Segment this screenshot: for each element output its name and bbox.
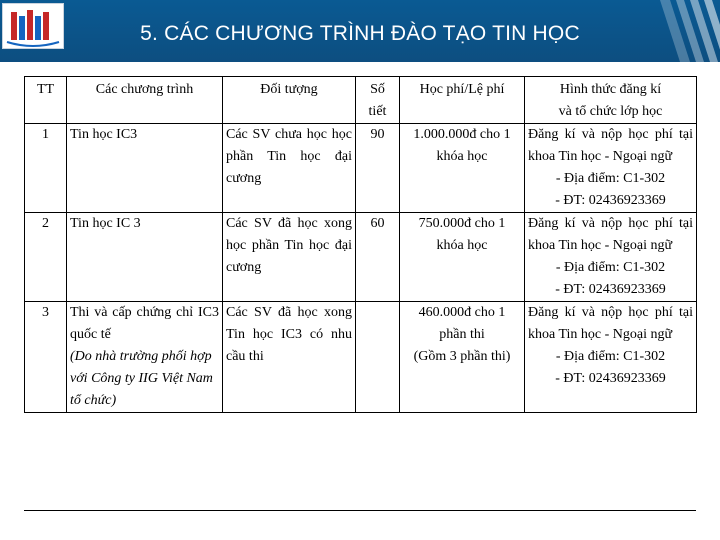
register-location: - Địa điểm: C1-302 bbox=[555, 171, 666, 186]
fee-line1: 1.000.000đ cho 1 bbox=[413, 127, 511, 142]
row-program bbox=[67, 302, 223, 413]
row-tt: 2 bbox=[25, 213, 67, 302]
program-name: Tin học IC 3 bbox=[70, 216, 141, 231]
header-periods bbox=[356, 77, 400, 124]
program-name: Tin học IC3 bbox=[70, 127, 138, 142]
fee-line2: khóa học bbox=[436, 149, 488, 164]
table-header-row bbox=[25, 77, 697, 124]
row-program bbox=[67, 124, 223, 213]
row-periods: 60 bbox=[356, 213, 400, 302]
row-tt: 1 bbox=[25, 124, 67, 213]
row-register bbox=[525, 302, 697, 413]
register-text: Đăng kí và nộp học phí tại khoa Tin học - Ngoại ngữ bbox=[528, 127, 693, 164]
register-text: Đăng kí và nộp học phí tại khoa Tin học - Ngoại ngữ bbox=[528, 305, 693, 342]
header-fee: Học phí/Lệ phí bbox=[400, 77, 525, 124]
footer-divider bbox=[24, 510, 696, 511]
header-register-line1: Hình thức đăng kí bbox=[559, 82, 662, 97]
row-fee bbox=[400, 302, 525, 413]
row-fee bbox=[400, 124, 525, 213]
row-target: Các SV đã học xong học phần Tin học đại cương bbox=[223, 213, 356, 302]
register-location: - Địa điểm: C1-302 bbox=[555, 260, 666, 275]
header-periods-line1: Số bbox=[370, 82, 385, 97]
register-phone: - ĐT: 02436923369 bbox=[555, 282, 666, 297]
page-title: 5. CÁC CHƯƠNG TRÌNH ĐÀO TẠO TIN HỌC bbox=[140, 22, 580, 45]
row-periods: 90 bbox=[356, 124, 400, 213]
register-phone: - ĐT: 02436923369 bbox=[555, 193, 666, 208]
training-programs-table bbox=[24, 76, 697, 413]
register-text: Đăng kí và nộp học phí tại khoa Tin học - Ngoại ngữ bbox=[528, 216, 693, 253]
row-target: Các SV đã học xong Tin học IC3 có nhu cầu thi bbox=[223, 302, 356, 413]
table-row bbox=[25, 213, 697, 302]
header-periods-line2: tiết bbox=[368, 104, 387, 119]
slide-header bbox=[0, 0, 720, 62]
header-tt: TT bbox=[25, 77, 67, 124]
register-location: - Địa điểm: C1-302 bbox=[555, 349, 666, 364]
fee-line1: 460.000đ cho 1 bbox=[418, 305, 506, 320]
row-tt: 3 bbox=[25, 302, 67, 413]
row-register bbox=[525, 213, 697, 302]
program-note: (Do nhà trường phối hợp với Công ty IIG Việt Nam tổ chức) bbox=[70, 349, 213, 408]
table-row bbox=[25, 302, 697, 413]
fee-line3: (Gồm 3 phần thi) bbox=[413, 349, 511, 364]
row-register bbox=[525, 124, 697, 213]
row-fee bbox=[400, 213, 525, 302]
register-phone: - ĐT: 02436923369 bbox=[555, 371, 666, 386]
row-program bbox=[67, 213, 223, 302]
header-target: Đối tượng bbox=[223, 77, 356, 124]
row-periods bbox=[356, 302, 400, 413]
fee-line1: 750.000đ cho 1 bbox=[418, 216, 506, 231]
header-program: Các chương trình bbox=[67, 77, 223, 124]
row-target: Các SV chưa học học phần Tin học đại cương bbox=[223, 124, 356, 213]
fee-line2: khóa học bbox=[436, 238, 488, 253]
fee-line2: phần thi bbox=[439, 327, 485, 342]
program-name: Thi và cấp chứng chỉ IC3 quốc tế bbox=[70, 305, 219, 342]
header-register bbox=[525, 77, 697, 124]
header-register-line2: và tổ chức lớp học bbox=[558, 104, 663, 119]
table-row bbox=[25, 124, 697, 213]
